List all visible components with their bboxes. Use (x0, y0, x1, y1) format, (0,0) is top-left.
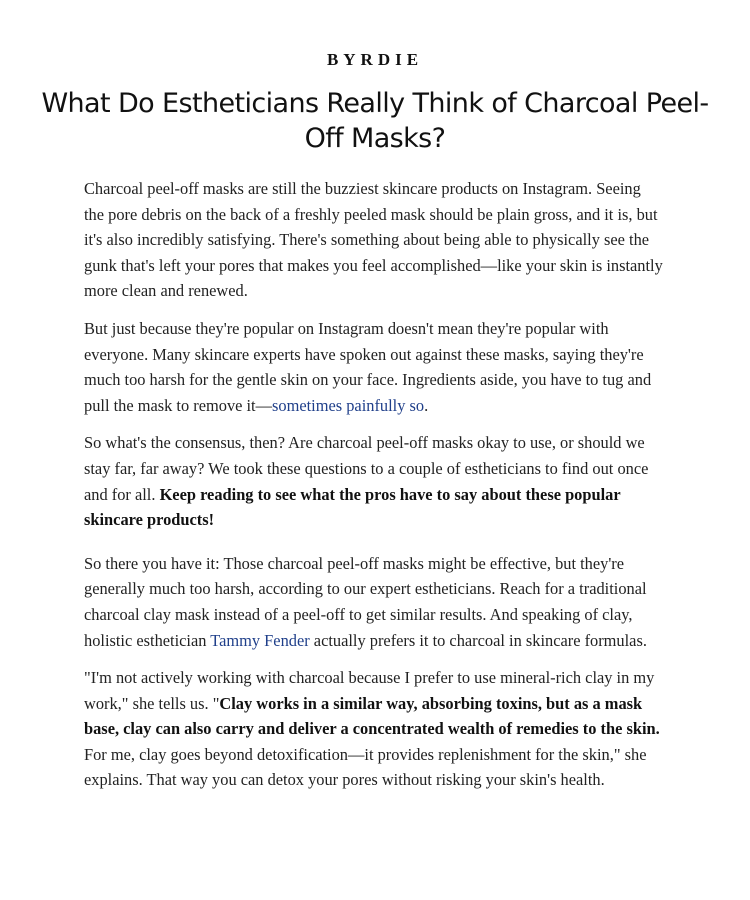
paragraph-text: So there you have it: Those charcoal peel-off masks might be effective, but they're generally much too harsh, according to our expert estheticians. Reach for a traditional charcoal clay mask instead of a peel-off to get similar results. And speaking of clay, holistic esthetician (84, 553, 647, 650)
paragraph-text: "I'm not actively working with charcoal because I prefer to use mineral-rich clay in my work," she tells us. " (84, 668, 655, 713)
article-body (84, 176, 664, 805)
brand-logo[interactable]: BYRDIE (326, 50, 424, 69)
paragraph-bold-quote: Clay works in a similar way, absorbing toxins, but as a mask base, clay can also carry and deliver a concentrated wealth of remedies to the skin. (84, 693, 660, 739)
tammy-fender-link[interactable]: Tammy Fender (210, 630, 310, 650)
paragraph-consensus (84, 430, 664, 532)
paragraph-intro (84, 176, 664, 304)
paragraph-text-end: For me, clay goes beyond detoxification—it provides replenishment for the skin," she explains. That way you can detox your pores without risking your skin's health. (84, 744, 647, 790)
paragraph-text: So what's the consensus, then? Are charcoal peel-off masks okay to use, or should we stay far, far away? We took these questions to a couple of estheticians to find out once and for all. (84, 433, 649, 504)
paragraph-bold-text: Keep reading to see what the pros have to say about these popular skincare products! (84, 484, 621, 530)
paragraph-text: But just because they're popular on Instagram doesn't mean they're popular with everyone. Many skincare experts have spoken out against these masks, saying they're much too harsh for the gentle skin on your face. Ingredients aside, you have to tug and pull the mask to remove it— (84, 318, 652, 415)
paragraph-text-end: actually prefers it to charcoal in skincare formulas. (309, 630, 647, 650)
paragraph-text-end: . (424, 395, 429, 415)
sometimes-painfully-so-link[interactable]: sometimes painfully so (272, 395, 425, 415)
paragraph-critics (84, 316, 664, 418)
article-title: What Do Estheticians Really Think of Charcoal Peel-Off Masks? (41, 88, 709, 154)
paragraph-quote (84, 665, 664, 793)
paragraph-conclusion (84, 551, 664, 653)
paragraph-text: Charcoal peel-off masks are still the buzziest skincare products on Instagram. Seeing the pore debris on the back of a freshly peeled mask should be plain gross, and it is, but it's also incredibly satisfying. There's something about being able to physically see the gunk that's left your pores that makes you feel accomplished—like your skin is instantly more clean and renewed. (84, 179, 663, 301)
